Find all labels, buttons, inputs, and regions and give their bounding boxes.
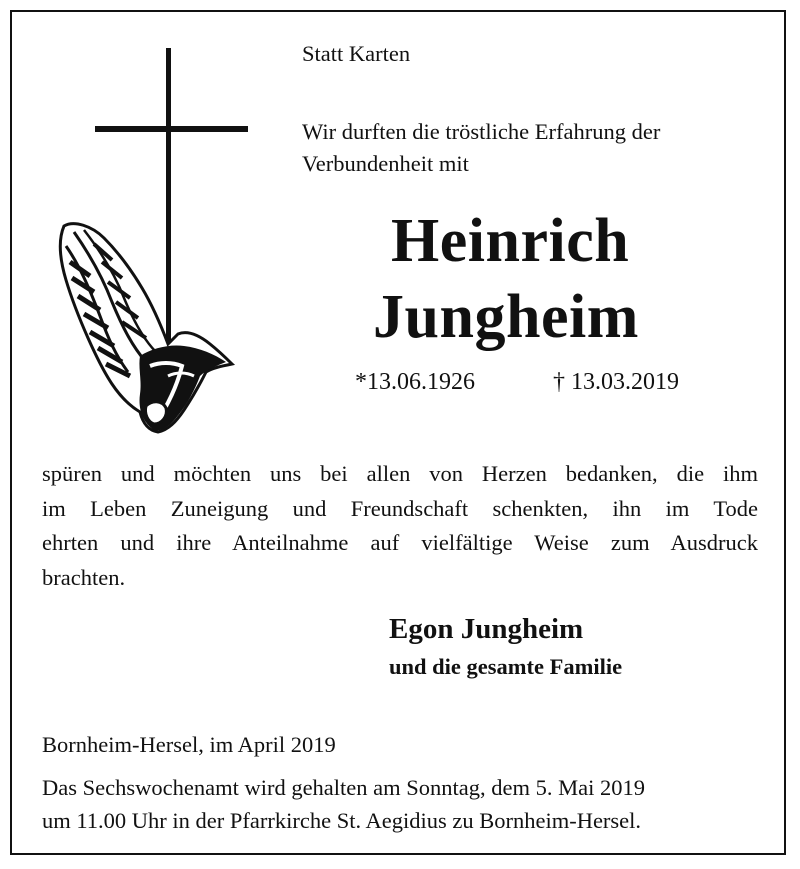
- body-line-3: ehrten und ihre Anteilnahme auf vielfältige Weise zum Ausdruck: [42, 530, 758, 555]
- body-line-1: spüren und möchten uns bei allen von Herzen bedanken, die ihm: [42, 461, 758, 486]
- birth-date: *13.06.1926: [355, 369, 475, 395]
- opening-line-1: Wir durften die tröstliche Erfahrung der: [302, 119, 661, 144]
- place-date: Bornheim-Hersel, im April 2019: [42, 732, 336, 757]
- opening-line-2: Verbundenheit mit: [302, 151, 469, 176]
- praying-hands-icon: [50, 216, 236, 436]
- intro-text: Statt Karten: [302, 41, 411, 66]
- mass-line-2: um 11.00 Uhr in der Pfarrkirche St. Aegidius zu Bornheim-Hersel.: [42, 808, 642, 833]
- mass-line-1: Das Sechswochenamt wird gehalten am Sonntag, dem 5. Mai 2019: [42, 775, 645, 800]
- body-line-2: im Leben Zuneigung und Freundschaft schenkten, ihn im Tode: [42, 496, 758, 521]
- deceased-first-name: Heinrich: [391, 207, 630, 275]
- death-date: † 13.03.2019: [553, 369, 679, 395]
- signature-family: und die gesamte Familie: [389, 654, 623, 679]
- signature-name: Egon Jungheim: [389, 613, 584, 645]
- body-line-4: brachten.: [42, 565, 126, 590]
- deceased-last-name: Jungheim: [373, 283, 639, 351]
